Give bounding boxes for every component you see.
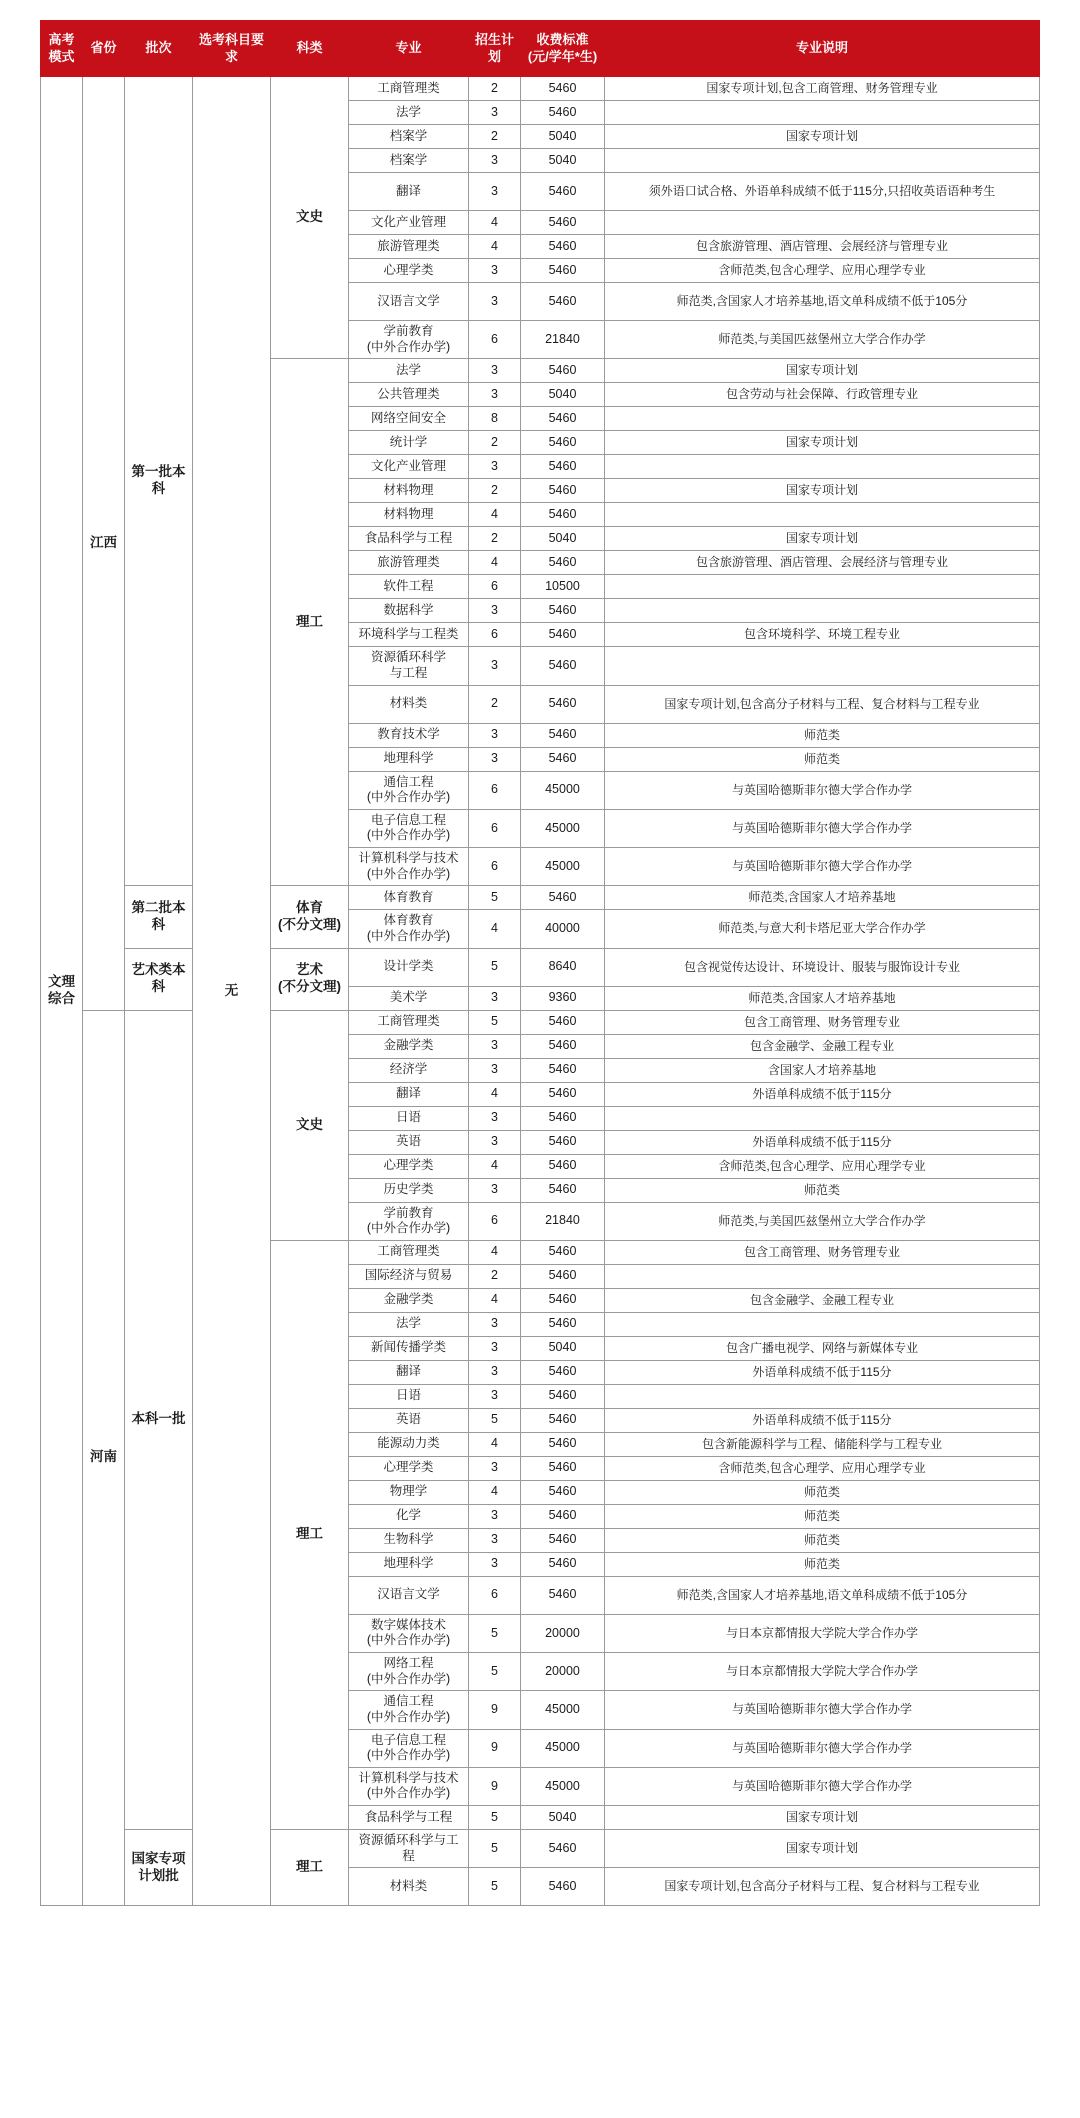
cell-plan-quota: 2	[469, 431, 521, 455]
cell-major: 数字媒体技术 (中外合作办学)	[349, 1614, 469, 1652]
cell-tuition: 5460	[521, 503, 605, 527]
cell-major-note: 包含劳动与社会保障、行政管理专业	[605, 383, 1040, 407]
cell-tuition: 5460	[521, 551, 605, 575]
cell-plan-quota: 9	[469, 1729, 521, 1767]
cell-major-note	[605, 575, 1040, 599]
cell-major: 英语	[349, 1130, 469, 1154]
cell-major: 美术学	[349, 986, 469, 1010]
cell-tuition: 5460	[521, 479, 605, 503]
cell-plan-quota: 2	[469, 527, 521, 551]
cell-plan-quota: 5	[469, 886, 521, 910]
cell-category: 艺术 (不分文理)	[271, 948, 349, 1010]
cell-major-note: 与英国哈德斯菲尔德大学合作办学	[605, 1767, 1040, 1805]
cell-tuition: 5460	[521, 1106, 605, 1130]
cell-major-note: 包含新能源科学与工程、储能科学与工程专业	[605, 1432, 1040, 1456]
cell-tuition: 5460	[521, 1480, 605, 1504]
cell-plan-quota: 2	[469, 77, 521, 101]
cell-plan-quota: 3	[469, 383, 521, 407]
cell-major-note: 外语单科成绩不低于115分	[605, 1360, 1040, 1384]
cell-major: 地理科学	[349, 747, 469, 771]
cell-tuition: 45000	[521, 848, 605, 886]
cell-major-note: 师范类	[605, 747, 1040, 771]
cell-tuition: 5460	[521, 283, 605, 321]
cell-tuition: 8640	[521, 948, 605, 986]
cell-plan-quota: 3	[469, 101, 521, 125]
cell-tuition: 5460	[521, 1868, 605, 1906]
cell-plan-quota: 5	[469, 1830, 521, 1868]
cell-major-note	[605, 647, 1040, 685]
cell-major-note: 外语单科成绩不低于115分	[605, 1082, 1040, 1106]
cell-major: 教育技术学	[349, 723, 469, 747]
cell-tuition: 45000	[521, 1691, 605, 1729]
cell-plan-quota: 3	[469, 455, 521, 479]
cell-plan-quota: 3	[469, 599, 521, 623]
cell-major-note: 国家专项计划	[605, 1806, 1040, 1830]
cell-tuition: 5040	[521, 383, 605, 407]
cell-plan-quota: 4	[469, 1480, 521, 1504]
cell-major: 英语	[349, 1408, 469, 1432]
table-row	[41, 1830, 1040, 1868]
cell-plan-quota: 3	[469, 173, 521, 211]
cell-plan-quota: 3	[469, 1504, 521, 1528]
cell-plan-quota: 5	[469, 1408, 521, 1432]
cell-tuition: 5460	[521, 1264, 605, 1288]
cell-major-note	[605, 599, 1040, 623]
cell-plan-quota: 4	[469, 1082, 521, 1106]
cell-tuition: 5460	[521, 1288, 605, 1312]
cell-tuition: 5460	[521, 1360, 605, 1384]
cell-major-note: 包含旅游管理、酒店管理、会展经济与管理专业	[605, 235, 1040, 259]
cell-plan-quota: 4	[469, 1432, 521, 1456]
cell-major: 工商管理类	[349, 77, 469, 101]
table-row	[41, 77, 1040, 101]
cell-major-note: 与英国哈德斯菲尔德大学合作办学	[605, 1729, 1040, 1767]
cell-tuition: 5460	[521, 1528, 605, 1552]
cell-tuition: 5460	[521, 1058, 605, 1082]
cell-major: 翻译	[349, 1360, 469, 1384]
cell-major: 档案学	[349, 125, 469, 149]
cell-major: 日语	[349, 1384, 469, 1408]
cell-tuition: 5460	[521, 1240, 605, 1264]
cell-major: 体育教育 (中外合作办学)	[349, 910, 469, 948]
cell-plan-quota: 3	[469, 747, 521, 771]
cell-major-note: 师范类	[605, 1480, 1040, 1504]
cell-major: 材料类	[349, 685, 469, 723]
cell-plan-quota: 3	[469, 1336, 521, 1360]
cell-major-note	[605, 1312, 1040, 1336]
cell-category: 理工	[271, 359, 349, 886]
col-header-plan-quota: 招生计划	[469, 21, 521, 77]
cell-major-note: 师范类	[605, 723, 1040, 747]
cell-plan-quota: 4	[469, 1240, 521, 1264]
header-row	[41, 21, 1040, 77]
cell-plan-quota: 4	[469, 1288, 521, 1312]
cell-plan-quota: 3	[469, 149, 521, 173]
cell-tuition: 21840	[521, 1202, 605, 1240]
cell-tuition: 40000	[521, 910, 605, 948]
cell-major-note: 包含广播电视学、网络与新媒体专业	[605, 1336, 1040, 1360]
cell-major-note	[605, 1384, 1040, 1408]
cell-plan-quota: 9	[469, 1767, 521, 1805]
cell-major-note: 国家专项计划,包含工商管理、财务管理专业	[605, 77, 1040, 101]
cell-tuition: 5460	[521, 1830, 605, 1868]
cell-plan-quota: 6	[469, 623, 521, 647]
col-header-batch: 批次	[125, 21, 193, 77]
cell-major: 工商管理类	[349, 1010, 469, 1034]
cell-major-note: 包含视觉传达设计、环境设计、服装与服饰设计专业	[605, 948, 1040, 986]
cell-major: 材料类	[349, 1868, 469, 1906]
cell-plan-quota: 6	[469, 809, 521, 847]
cell-major: 通信工程 (中外合作办学)	[349, 1691, 469, 1729]
cell-major-note	[605, 407, 1040, 431]
cell-major-note: 须外语口试合格、外语单科成绩不低于115分,只招收英语语种考生	[605, 173, 1040, 211]
cell-major-note: 国家专项计划,包含高分子材料与工程、复合材料与工程专业	[605, 685, 1040, 723]
cell-major-note: 师范类,含国家人才培养基地	[605, 886, 1040, 910]
cell-major-note: 国家专项计划,包含高分子材料与工程、复合材料与工程专业	[605, 1868, 1040, 1906]
cell-plan-quota: 8	[469, 407, 521, 431]
cell-major: 法学	[349, 1312, 469, 1336]
tuition-label-line2: (元/学年*生)	[527, 48, 598, 64]
cell-major: 资源循环科学 与工程	[349, 647, 469, 685]
cell-major-note: 国家专项计划	[605, 479, 1040, 503]
cell-plan-quota: 3	[469, 1552, 521, 1576]
cell-plan-quota: 3	[469, 986, 521, 1010]
cell-tuition: 5460	[521, 1312, 605, 1336]
cell-major-note: 与英国哈德斯菲尔德大学合作办学	[605, 771, 1040, 809]
cell-tuition: 5460	[521, 211, 605, 235]
cell-batch: 本科一批	[125, 1010, 193, 1830]
cell-major-note: 师范类,含国家人才培养基地	[605, 986, 1040, 1010]
cell-tuition: 5460	[521, 407, 605, 431]
cell-major: 金融学类	[349, 1288, 469, 1312]
cell-tuition: 5460	[521, 77, 605, 101]
cell-major: 文化产业管理	[349, 455, 469, 479]
cell-major: 汉语言文学	[349, 283, 469, 321]
cell-major: 翻译	[349, 173, 469, 211]
cell-tuition: 5460	[521, 173, 605, 211]
cell-plan-quota: 9	[469, 1691, 521, 1729]
cell-major: 档案学	[349, 149, 469, 173]
cell-major: 软件工程	[349, 575, 469, 599]
cell-major-note: 师范类,与意大利卡塔尼亚大学合作办学	[605, 910, 1040, 948]
cell-major: 汉语言文学	[349, 1576, 469, 1614]
cell-major: 资源循环科学与工程	[349, 1830, 469, 1868]
cell-batch: 第一批本科	[125, 77, 193, 886]
table-row	[41, 1010, 1040, 1034]
cell-tuition: 9360	[521, 986, 605, 1010]
cell-major-note: 与英国哈德斯菲尔德大学合作办学	[605, 809, 1040, 847]
cell-plan-quota: 4	[469, 1154, 521, 1178]
cell-tuition: 5460	[521, 599, 605, 623]
cell-tuition: 45000	[521, 1767, 605, 1805]
cell-plan-quota: 6	[469, 771, 521, 809]
cell-plan-quota: 3	[469, 259, 521, 283]
cell-plan-quota: 2	[469, 1264, 521, 1288]
cell-major-note: 包含环境科学、环境工程专业	[605, 623, 1040, 647]
cell-plan-quota: 3	[469, 1106, 521, 1130]
cell-plan-quota: 3	[469, 359, 521, 383]
cell-major: 计算机科学与技术 (中外合作办学)	[349, 1767, 469, 1805]
cell-tuition: 10500	[521, 575, 605, 599]
cell-major: 能源动力类	[349, 1432, 469, 1456]
cell-tuition: 5460	[521, 1552, 605, 1576]
cell-major: 心理学类	[349, 1456, 469, 1480]
table-row	[41, 948, 1040, 986]
cell-major-note: 国家专项计划	[605, 431, 1040, 455]
cell-major: 学前教育 (中外合作办学)	[349, 1202, 469, 1240]
cell-major: 生物科学	[349, 1528, 469, 1552]
cell-major: 电子信息工程 (中外合作办学)	[349, 1729, 469, 1767]
cell-major-note: 师范类,含国家人才培养基地,语文单科成绩不低于105分	[605, 283, 1040, 321]
cell-tuition: 5460	[521, 886, 605, 910]
cell-major: 学前教育 (中外合作办学)	[349, 321, 469, 359]
cell-major-note: 外语单科成绩不低于115分	[605, 1130, 1040, 1154]
cell-batch: 国家专项计划批	[125, 1830, 193, 1906]
cell-major: 国际经济与贸易	[349, 1264, 469, 1288]
table-row	[41, 886, 1040, 910]
cell-plan-quota: 6	[469, 848, 521, 886]
cell-plan-quota: 4	[469, 503, 521, 527]
cell-major: 日语	[349, 1106, 469, 1130]
col-header-major: 专业	[349, 21, 469, 77]
cell-plan-quota: 2	[469, 479, 521, 503]
cell-plan-quota: 3	[469, 1178, 521, 1202]
cell-plan-quota: 3	[469, 1058, 521, 1082]
cell-plan-quota: 3	[469, 1384, 521, 1408]
cell-major: 文化产业管理	[349, 211, 469, 235]
cell-major-note: 师范类	[605, 1504, 1040, 1528]
cell-plan-quota: 3	[469, 1528, 521, 1552]
cell-major: 材料物理	[349, 503, 469, 527]
cell-major-note: 师范类	[605, 1178, 1040, 1202]
cell-major: 地理科学	[349, 1552, 469, 1576]
cell-plan-quota: 3	[469, 723, 521, 747]
cell-major: 公共管理类	[349, 383, 469, 407]
cell-major: 网络空间安全	[349, 407, 469, 431]
cell-tuition: 5460	[521, 1576, 605, 1614]
cell-major-note: 包含金融学、金融工程专业	[605, 1288, 1040, 1312]
cell-tuition: 45000	[521, 809, 605, 847]
cell-plan-quota: 5	[469, 1614, 521, 1652]
cell-plan-quota: 5	[469, 1868, 521, 1906]
admissions-plan-table	[40, 20, 1040, 1906]
col-header-exam-mode: 高考 模式	[41, 21, 83, 77]
cell-major-note: 外语单科成绩不低于115分	[605, 1408, 1040, 1432]
cell-plan-quota: 3	[469, 647, 521, 685]
cell-major: 工商管理类	[349, 1240, 469, 1264]
cell-plan-quota: 5	[469, 948, 521, 986]
cell-major: 心理学类	[349, 259, 469, 283]
col-header-category: 科类	[271, 21, 349, 77]
cell-tuition: 5460	[521, 647, 605, 685]
cell-tuition: 5460	[521, 1154, 605, 1178]
cell-plan-quota: 3	[469, 283, 521, 321]
cell-major-note: 含师范类,包含心理学、应用心理学专业	[605, 1456, 1040, 1480]
tuition-label-line1: 收费标准	[536, 32, 589, 48]
cell-tuition: 5460	[521, 1504, 605, 1528]
cell-major-note: 与日本京都情报大学院大学合作办学	[605, 1614, 1040, 1652]
cell-major: 统计学	[349, 431, 469, 455]
cell-tuition: 5040	[521, 1336, 605, 1360]
cell-tuition: 5460	[521, 723, 605, 747]
cell-plan-quota: 3	[469, 1360, 521, 1384]
cell-major-note: 含师范类,包含心理学、应用心理学专业	[605, 259, 1040, 283]
cell-plan-quota: 4	[469, 235, 521, 259]
cell-tuition: 5040	[521, 149, 605, 173]
cell-major-note	[605, 1264, 1040, 1288]
cell-major: 材料物理	[349, 479, 469, 503]
cell-major: 法学	[349, 359, 469, 383]
cell-plan-quota: 3	[469, 1312, 521, 1336]
cell-major-note: 师范类	[605, 1552, 1040, 1576]
cell-major: 设计学类	[349, 948, 469, 986]
cell-exam-mode: 文理 综合	[41, 77, 83, 1906]
cell-major-note: 师范类,含国家人才培养基地,语文单科成绩不低于105分	[605, 1576, 1040, 1614]
cell-major: 金融学类	[349, 1034, 469, 1058]
cell-major-note: 包含旅游管理、酒店管理、会展经济与管理专业	[605, 551, 1040, 575]
cell-major-note	[605, 455, 1040, 479]
cell-plan-quota: 6	[469, 1202, 521, 1240]
cell-major: 新闻传播学类	[349, 1336, 469, 1360]
cell-major: 通信工程 (中外合作办学)	[349, 771, 469, 809]
cell-major: 化学	[349, 1504, 469, 1528]
cell-major-note	[605, 101, 1040, 125]
cell-tuition: 5460	[521, 747, 605, 771]
cell-tuition: 5460	[521, 1034, 605, 1058]
cell-major: 计算机科学与技术 (中外合作办学)	[349, 848, 469, 886]
cell-plan-quota: 4	[469, 910, 521, 948]
cell-category: 体育 (不分文理)	[271, 886, 349, 948]
cell-plan-quota: 2	[469, 125, 521, 149]
cell-major-note	[605, 503, 1040, 527]
cell-major-note	[605, 149, 1040, 173]
cell-plan-quota: 4	[469, 551, 521, 575]
cell-tuition: 5460	[521, 235, 605, 259]
cell-major-note: 国家专项计划	[605, 527, 1040, 551]
cell-major-note: 与英国哈德斯菲尔德大学合作办学	[605, 1691, 1040, 1729]
cell-major: 电子信息工程 (中外合作办学)	[349, 809, 469, 847]
cell-major: 数据科学	[349, 599, 469, 623]
cell-major-note: 国家专项计划	[605, 1830, 1040, 1868]
cell-major-note: 国家专项计划	[605, 125, 1040, 149]
cell-tuition: 5460	[521, 1408, 605, 1432]
cell-major-note: 师范类,与美国匹兹堡州立大学合作办学	[605, 321, 1040, 359]
cell-tuition: 5040	[521, 527, 605, 551]
cell-major-note: 包含工商管理、财务管理专业	[605, 1240, 1040, 1264]
cell-major-note: 含国家人才培养基地	[605, 1058, 1040, 1082]
cell-tuition: 5460	[521, 359, 605, 383]
cell-tuition: 5460	[521, 1130, 605, 1154]
cell-batch: 第二批本科	[125, 886, 193, 948]
cell-major: 心理学类	[349, 1154, 469, 1178]
cell-tuition: 5460	[521, 455, 605, 479]
col-header-subject-requirement: 选考科目要求	[193, 21, 271, 77]
table-header	[41, 21, 1040, 77]
cell-tuition: 5460	[521, 1178, 605, 1202]
cell-major: 体育教育	[349, 886, 469, 910]
cell-major-note	[605, 1106, 1040, 1130]
cell-major-note: 与英国哈德斯菲尔德大学合作办学	[605, 848, 1040, 886]
cell-tuition: 45000	[521, 1729, 605, 1767]
cell-plan-quota: 6	[469, 321, 521, 359]
cell-batch: 艺术类本科	[125, 948, 193, 1010]
cell-category: 理工	[271, 1830, 349, 1906]
cell-major-note: 包含金融学、金融工程专业	[605, 1034, 1040, 1058]
cell-province: 江西	[83, 77, 125, 1011]
cell-tuition: 21840	[521, 321, 605, 359]
cell-tuition: 5460	[521, 1456, 605, 1480]
cell-category: 理工	[271, 1240, 349, 1829]
cell-major-note: 国家专项计划	[605, 359, 1040, 383]
cell-category: 文史	[271, 1010, 349, 1240]
cell-major-note: 与日本京都情报大学院大学合作办学	[605, 1653, 1040, 1691]
cell-major-note: 师范类	[605, 1528, 1040, 1552]
cell-tuition: 20000	[521, 1614, 605, 1652]
cell-plan-quota: 5	[469, 1806, 521, 1830]
col-header-province: 省份	[83, 21, 125, 77]
cell-major: 物理学	[349, 1480, 469, 1504]
cell-tuition: 5460	[521, 685, 605, 723]
col-header-tuition	[521, 21, 605, 77]
cell-major: 法学	[349, 101, 469, 125]
cell-tuition: 5460	[521, 1432, 605, 1456]
cell-major: 旅游管理类	[349, 551, 469, 575]
cell-tuition: 5040	[521, 1806, 605, 1830]
cell-major: 翻译	[349, 1082, 469, 1106]
cell-tuition: 5460	[521, 1010, 605, 1034]
cell-plan-quota: 5	[469, 1010, 521, 1034]
cell-plan-quota: 5	[469, 1653, 521, 1691]
cell-major: 经济学	[349, 1058, 469, 1082]
cell-major: 食品科学与工程	[349, 1806, 469, 1830]
cell-category: 文史	[271, 77, 349, 359]
cell-tuition: 5460	[521, 259, 605, 283]
cell-plan-quota: 6	[469, 575, 521, 599]
cell-major: 旅游管理类	[349, 235, 469, 259]
cell-tuition: 5040	[521, 125, 605, 149]
cell-tuition: 5460	[521, 1082, 605, 1106]
cell-major-note	[605, 211, 1040, 235]
cell-province: 河南	[83, 1010, 125, 1906]
col-header-major-note: 专业说明	[605, 21, 1040, 77]
cell-tuition: 45000	[521, 771, 605, 809]
cell-plan-quota: 2	[469, 685, 521, 723]
cell-tuition: 20000	[521, 1653, 605, 1691]
table-body	[41, 77, 1040, 1906]
cell-major: 食品科学与工程	[349, 527, 469, 551]
cell-plan-quota: 6	[469, 1576, 521, 1614]
cell-tuition: 5460	[521, 101, 605, 125]
cell-major: 网络工程 (中外合作办学)	[349, 1653, 469, 1691]
cell-plan-quota: 4	[469, 211, 521, 235]
cell-major: 环境科学与工程类	[349, 623, 469, 647]
cell-plan-quota: 3	[469, 1456, 521, 1480]
cell-subject-requirement: 无	[193, 77, 271, 1906]
cell-major: 历史学类	[349, 1178, 469, 1202]
cell-plan-quota: 3	[469, 1034, 521, 1058]
cell-major-note: 包含工商管理、财务管理专业	[605, 1010, 1040, 1034]
cell-plan-quota: 3	[469, 1130, 521, 1154]
cell-tuition: 5460	[521, 431, 605, 455]
cell-tuition: 5460	[521, 623, 605, 647]
cell-major-note: 师范类,与美国匹兹堡州立大学合作办学	[605, 1202, 1040, 1240]
cell-tuition: 5460	[521, 1384, 605, 1408]
cell-major-note: 含师范类,包含心理学、应用心理学专业	[605, 1154, 1040, 1178]
